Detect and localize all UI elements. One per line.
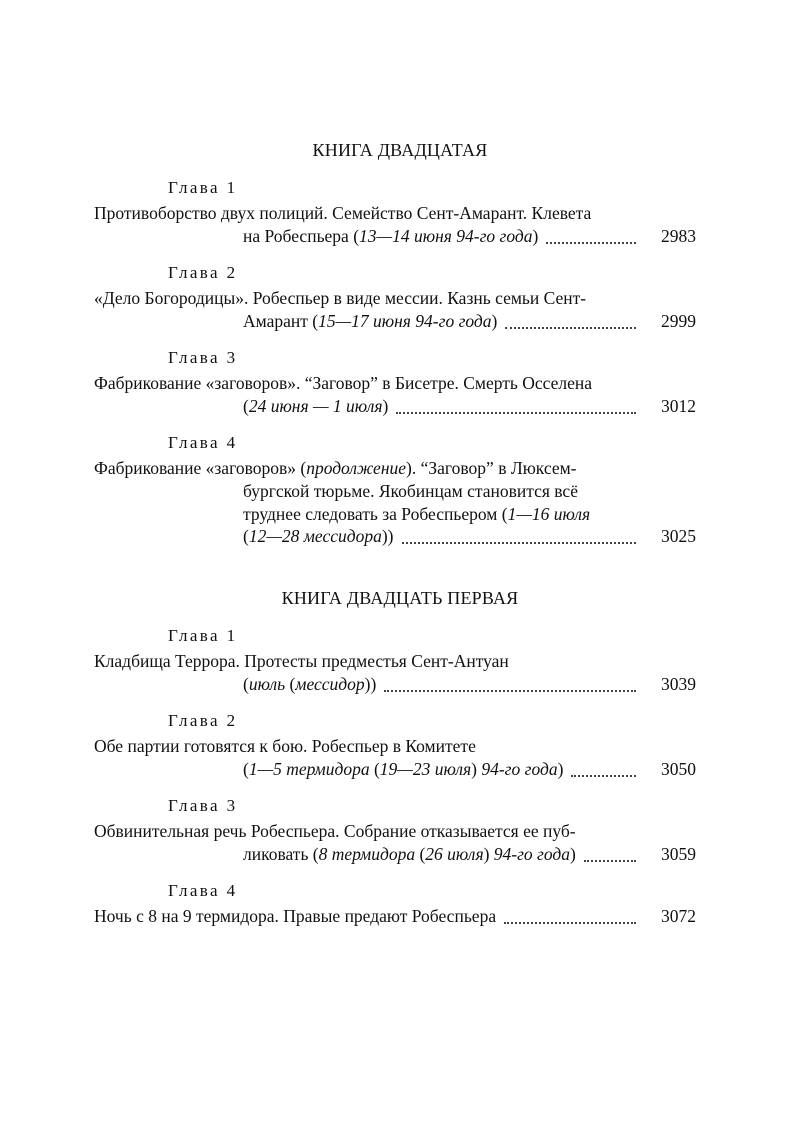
toc-line-last: (12—28 мессидора))	[243, 526, 394, 546]
page-number: 2999	[661, 311, 696, 331]
toc-line-last: Амарант (15—17 июня 94-го года)	[243, 311, 498, 331]
chapter-label: Глава 3	[168, 348, 238, 367]
toc-line: Фабрикование «заговоров». “Заговор” в Бисетре. Смерть Осселена	[94, 373, 593, 393]
toc-line: бургской тюрьме. Якобинцам становится всё	[243, 481, 578, 501]
toc-line: Обе партии готовятся к бою. Робеспьер в Комитете	[94, 736, 476, 756]
dot-leader	[504, 914, 636, 924]
dot-leader	[505, 319, 636, 329]
chapter-label: Глава 4	[168, 881, 238, 900]
toc-line: Фабрикование «заговоров» (продолжение). “Заговор” в Люксем-	[94, 458, 577, 478]
book-title: КНИГА ДВАДЦАТЬ ПЕРВАЯ	[281, 588, 519, 608]
toc-line: «Дело Богородицы». Робеспьер в виде мессии. Казнь семьи Сент-	[94, 288, 587, 308]
toc-line: труднее следовать за Робеспьером (1—16 июля	[243, 504, 591, 524]
dot-leader	[546, 234, 636, 244]
toc-line: Кладбища Террора. Протесты предместья Сент-Антуан	[94, 651, 509, 671]
chapter-label: Глава 1	[168, 626, 238, 645]
page-number: 3050	[661, 759, 696, 779]
book-title: КНИГА ДВАДЦАТАЯ	[312, 140, 488, 160]
page-number: 3072	[661, 906, 696, 926]
chapter-label: Глава 4	[168, 433, 238, 452]
chapter-label: Глава 3	[168, 796, 238, 815]
page-number: 3059	[661, 844, 696, 864]
toc-line: Обвинительная речь Робеспьера. Собрание отказывается ее пуб-	[94, 821, 576, 841]
toc-line-last: (1—5 термидора (19—23 июля) 94-го года)	[243, 759, 564, 779]
toc-line-last: (июль (мессидор))	[243, 674, 377, 694]
toc-line-last: Ночь с 8 на 9 термидора. Правые предают Робеспьера	[94, 906, 497, 926]
toc-line-last: (24 июня — 1 июля)	[243, 396, 389, 416]
chapter-label: Глава 2	[168, 263, 238, 282]
page-number: 3012	[661, 396, 696, 416]
dot-leader	[384, 682, 636, 692]
chapter-label: Глава 1	[168, 178, 238, 197]
dot-leader	[402, 534, 636, 544]
chapter-label: Глава 2	[168, 711, 238, 730]
dot-leader	[396, 404, 636, 414]
page-number: 3025	[661, 526, 696, 546]
dot-leader	[584, 852, 636, 862]
page-number: 2983	[661, 226, 696, 246]
toc-line: Противоборство двух полиций. Семейство Сент-Амарант. Клевета	[94, 203, 592, 223]
toc-line-last: ликовать (8 термидора (26 июля) 94-го года)	[243, 844, 576, 864]
toc-line-last: на Робеспьера (13—14 июня 94-го года)	[243, 226, 539, 246]
page-number: 3039	[661, 674, 696, 694]
dot-leader	[571, 767, 636, 777]
